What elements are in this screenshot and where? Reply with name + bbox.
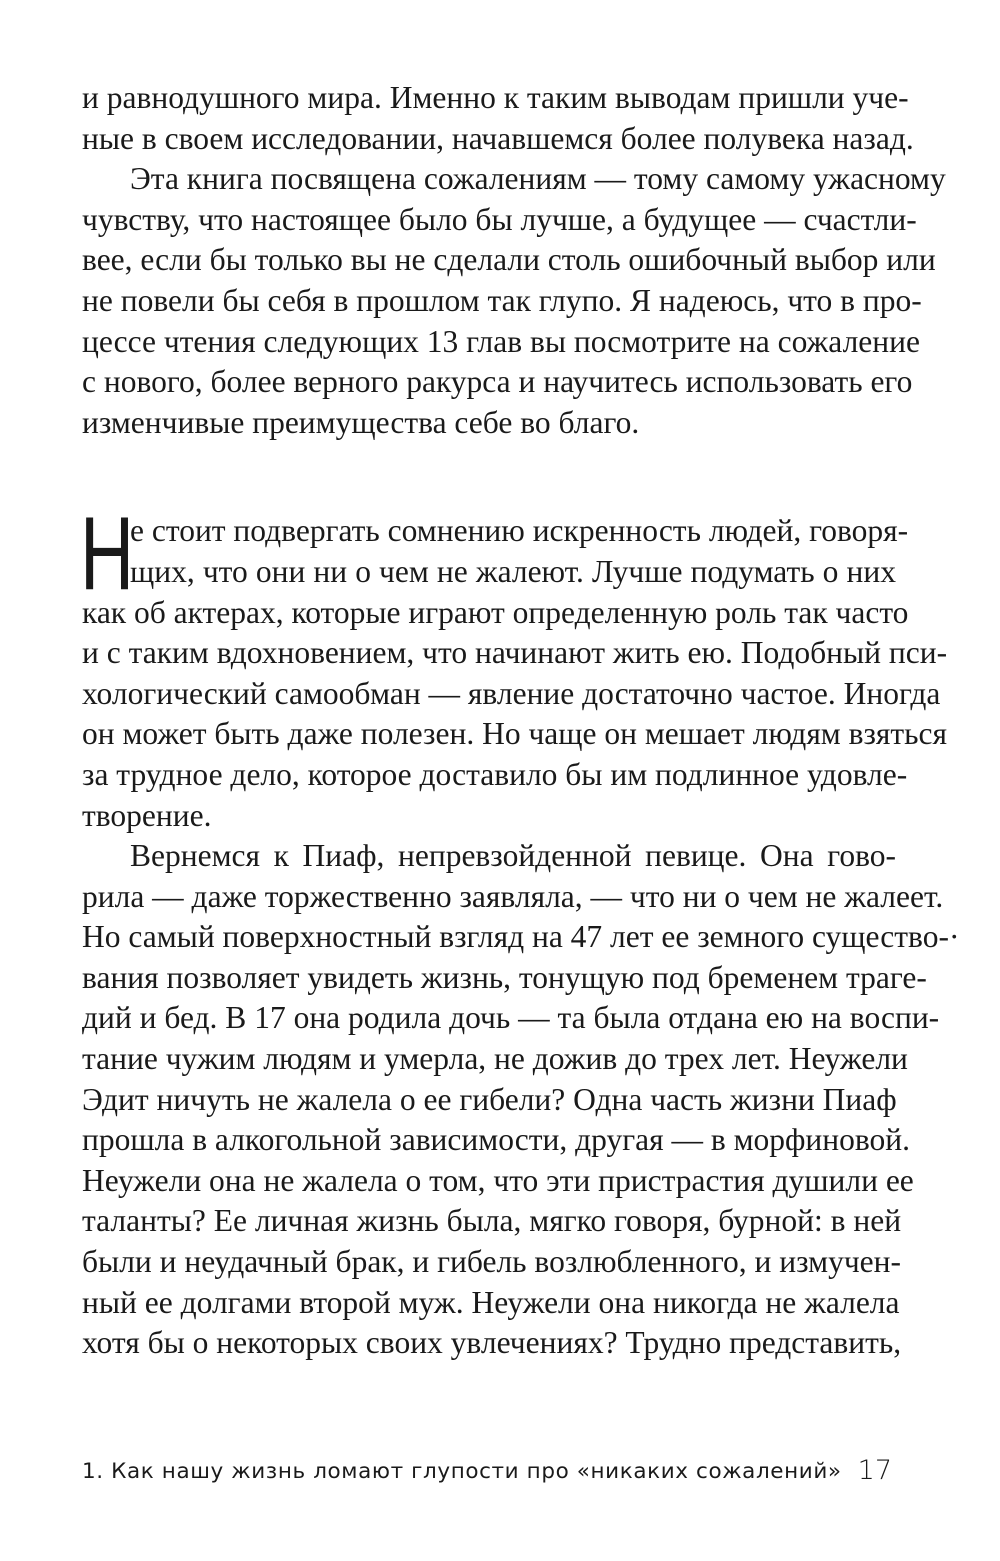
text-line: с нового, более верного ракурса и научитесь использовать его bbox=[82, 364, 913, 400]
text-line: е стоит подвергать сомнению искренность людей, говоря- bbox=[130, 513, 909, 549]
text-line: Эдит ничуть не жалела о ее гибели? Одна часть жизни Пиаф bbox=[82, 1081, 897, 1117]
text-line: изменчивые преимущества себе во благо. bbox=[82, 404, 640, 440]
text-line: за трудное дело, которое доставило бы им подлинное удовле- bbox=[82, 756, 908, 792]
text-line: Эта книга посвящена сожалениям — тому самому ужасному bbox=[130, 161, 946, 197]
page-footer bbox=[82, 1457, 896, 1497]
text-line: вее, если бы только вы не сделали столь ошибочный выбор или bbox=[82, 242, 936, 278]
text-line: прошла в алкогольной зависимости, другая — в морфиновой. bbox=[82, 1122, 911, 1158]
page-number: 17 bbox=[857, 1455, 892, 1486]
text-line: тание чужим людям и умерла, не дожив до трех лет. Неужели bbox=[82, 1041, 908, 1077]
text-line: рила — даже торжественно заявляла, — что ни о чем не жалеет. bbox=[82, 878, 944, 914]
text-line: ные в своем исследовании, начавшемся более полувека назад. bbox=[82, 120, 914, 156]
text-line: Но самый поверхностный взгляд на 47 лет ее земного существо-· bbox=[82, 919, 960, 955]
text-line: дий и бед. В 17 она родила дочь — та была отдана ею на воспи- bbox=[82, 1000, 940, 1036]
text-line: ный ее долгами второй муж. Неужели она никогда не жалела bbox=[82, 1284, 900, 1320]
paragraph-book-intro bbox=[82, 159, 946, 443]
text-line: вания позволяет увидеть жизнь, тонущую под бременем траге- bbox=[82, 959, 927, 995]
text-line: Неужели она не жалела о том, что эти пристрастия душили ее bbox=[82, 1162, 914, 1198]
paragraph-piaf bbox=[82, 836, 960, 1364]
text-line: Вернемся к Пиаф, непревзойденной певице. Она гово- bbox=[130, 838, 896, 874]
drop-cap: Н bbox=[80, 496, 135, 613]
text-line: как об актерах, которые играют определенную роль так часто bbox=[82, 594, 909, 630]
paragraph-with-dropcap bbox=[80, 496, 948, 836]
text-line: были и неудачный брак, и гибель возлюбленного, и измучен- bbox=[82, 1244, 901, 1280]
text-line: щих, что они ни о чем не жалеют. Лучше подумать о них bbox=[130, 553, 896, 589]
text-line: творение. bbox=[82, 797, 212, 833]
section-break bbox=[82, 443, 896, 511]
text-line: и равнодушного мира. Именно к таким выводам пришли уче- bbox=[82, 80, 909, 115]
text-line: он может быть даже полезен. Но чаще он мешает людям взяться bbox=[82, 716, 948, 752]
text-line: не повели бы себя в прошлом так глупо. Я надеюсь, что в про- bbox=[82, 282, 922, 318]
text-line: хологический самообман — явление достаточно частое. Иногда bbox=[82, 675, 941, 711]
page-body bbox=[80, 78, 960, 1364]
running-head: 1. Как нашу жизнь ломают глупости про «никаких сожалений» bbox=[82, 1459, 842, 1484]
text-line: чувству, что настоящее было бы лучше, а будущее — счастли- bbox=[82, 201, 917, 237]
text-line: хотя бы о некоторых своих увлечениях? Трудно представить, bbox=[82, 1325, 902, 1361]
text-line: таланты? Ее личная жизнь была, мягко говоря, бурной: в ней bbox=[82, 1203, 902, 1239]
text-line: и с таким вдохновением, что начинают жить ею. Подобный пси- bbox=[82, 635, 948, 671]
text-line: цессе чтения следующих 13 глав вы посмотрите на сожаление bbox=[82, 323, 920, 359]
paragraph-continuation bbox=[82, 78, 914, 159]
